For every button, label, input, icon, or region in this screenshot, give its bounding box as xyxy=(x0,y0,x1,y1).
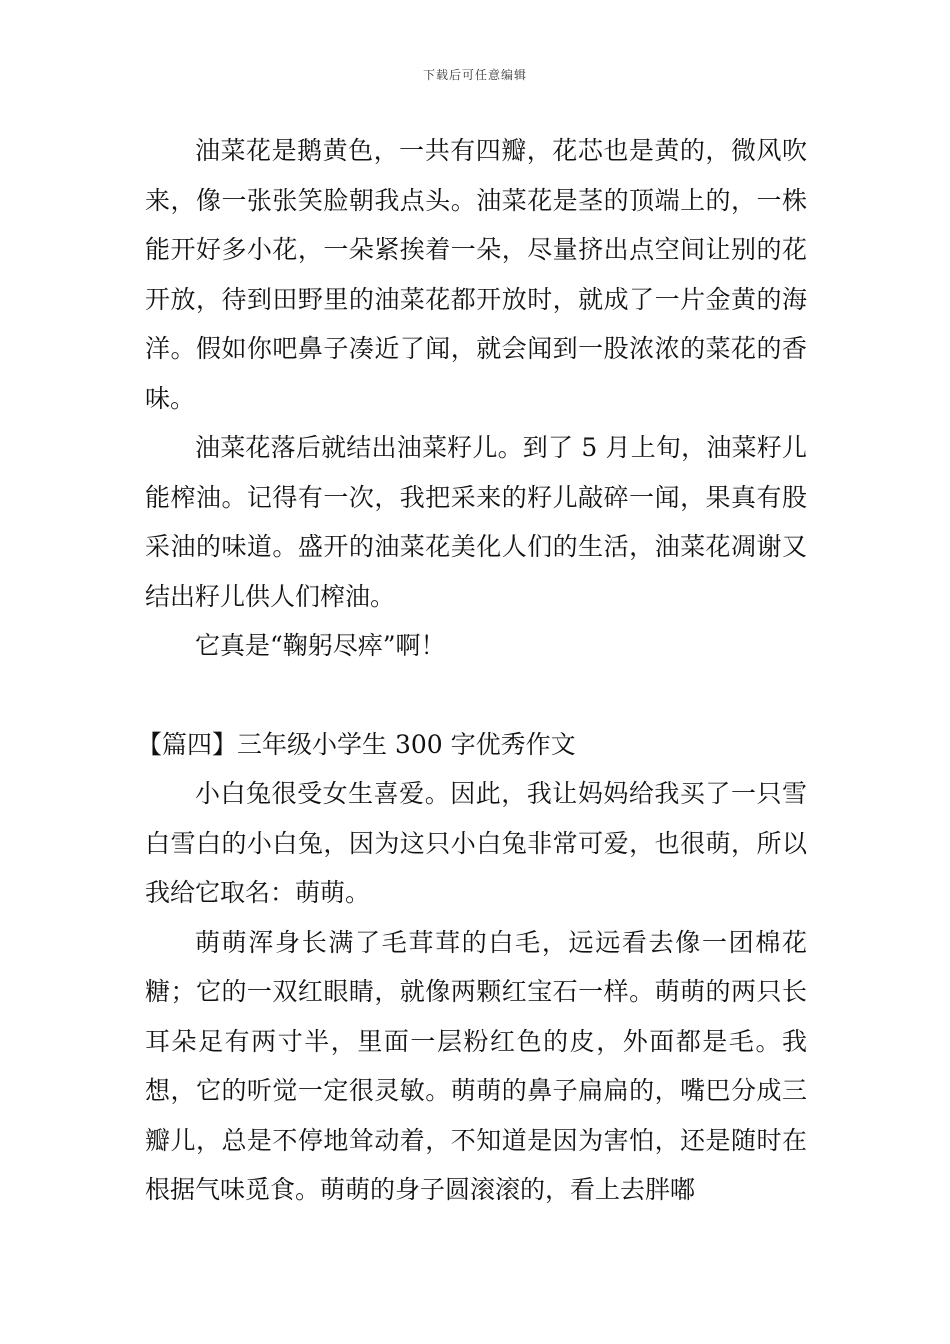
header-note: 下载后可任意编辑 xyxy=(422,68,527,82)
paragraph-white-rabbit-intro: 小白兔很受女生喜爱。因此，我让妈妈给我买了一只雪白雪白的小白兔，因为这只小白兔非常可爱，也很萌，所以我给它取名：萌萌。 xyxy=(145,779,807,907)
paragraph-rapeseed-oil: 油菜花落后就结出油菜籽儿。到了 5 月上旬，油菜籽儿能榨油。记得有一次，我把采来的籽儿敲碎一闻，果真有股采油的味道。盛开的油菜花美化人们的生活，油菜花凋谢又结出籽儿供人们榨油。 xyxy=(145,433,807,611)
section-spacer xyxy=(145,671,807,720)
paragraph-rapeseed-flower: 油菜花是鹅黄色，一共有四瓣，花芯也是黄的，微风吹来，像一张张笑脸朝我点头。油菜花是茎的顶端上的，一株能开好多小花，一朵紧挨着一朵，尽量挤出点空间让别的花开放，待到田野里的油菜花都开放时，就成了一片金黄的海洋。假如你吧鼻子凑近了闻，就会闻到一股浓浓的菜花的香味。 xyxy=(145,136,807,413)
article-body xyxy=(137,126,807,1215)
paragraph-closing-remark: 它真是“鞠躬尽瘁”啊！ xyxy=(195,631,446,660)
section-heading: 【篇四】三年级小学生 300 字优秀作文 xyxy=(137,729,576,759)
paragraph-white-rabbit-description: 萌萌浑身长满了毛茸茸的白毛，远远看去像一团棉花糖；它的一双红眼睛，就像两颗红宝石一样。萌萌的两只长耳朵足有两寸半，里面一层粉红色的皮，外面都是毛。我想，它的听觉一定很灵敏。萌萌的鼻子扁扁的，嘴巴分成三瓣儿，总是不停地耸动着，不知道是因为害怕，还是随时在根据气味觅食。萌萌的身子圆滚滚的，看上去胖嘟 xyxy=(145,927,807,1204)
